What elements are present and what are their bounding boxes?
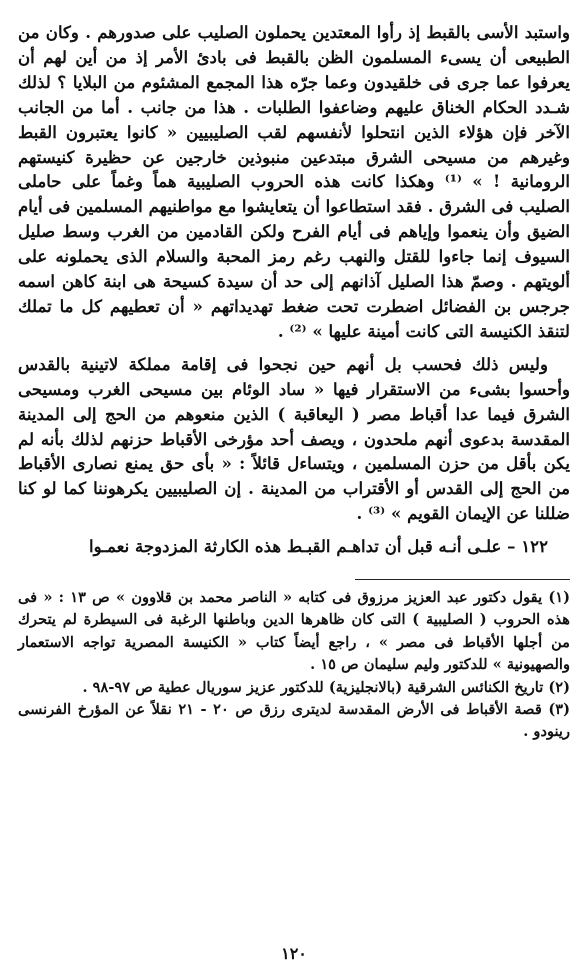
body-paragraph-1: واستبد الأسى بالقبط إذ رأوا المعتدين يحملون الصليب على صدورهم . وكان من الطبيعى أن يسىء المسلمون الظن بالقبط فى بادئ الأمر إذ من أين لهم أن يعرفوا عما جرى فى خلقيدون وعما جرّه هذا المجمع المشئوم من البلايا ؟ لذلك شـدد الحكام الخناق عليهم وضاعفوا الطلبات . هذا من جانب . أما من الجانب الآخر فإن هؤلاء الذين انتحلوا لأنفسهم لقب الصليبيين « كانوا يعتبرون القبط وغيرهم من مسيحى الشرق مبتدعين منبوذين خارجين عن حظيرة كنيستهم الرومانية ! » ⁽¹⁾ وهكذا كانت هذه الحروب الصليبية هماً وغماً على حاملى الصليب فى الشرق . فقد استطاعوا أن يتعايشوا مع مواطنيهم المسلمين فى أيام الضيق وأن ينعموا وإياهم فى أيام الفرح ولكن القادمين من الغرب وسط صليل السيوف إنما جاءوا للقتل والنهب رغم رمز المحبة والسلام الذى يحملونه على ألويتهم . وصمّ هذا الصليل آذانهم إلى حد أن سيدة كسيحة هى ابنة كاهن اسمه جرجس بن الفضائل اضطرت تحت ضغط تهديداتهم « أن تعطيهم كل ما تملك لتنقذ الكنيسة التى كانت أمينة عليها » ⁽²⁾ . xyxy=(18,22,570,341)
page-number: ١٢٠ xyxy=(281,944,307,963)
body-paragraph-2: وليس ذلك فحسب بل أنهم حين نجحوا فى إقامة مملكة لاتينية بالقدس وأحسوا بشىء من الاستقرار فيها « ساد الوئام بين مسيحى الغرب ومسيحى الشرق فيما عدا أقباط مصر ( اليعاقبة ) الذين منعوهم من الحج إلى المدينة المقدسة بدعوى أنهم ملحدون ، ويصف أحد مؤرخى الأقباط حزنهم لذلك بأنه لم يكن بأقل من حزن المسلمين ، ويتساءل قائلاً : « بأى حق يمنع نصارى الأقباط من الحج إلى القدس أو الأقتراب من المدينة . إن الصليبيين يكرهوننا كما لو كنا ضللنا عن الإيمان القويم » ⁽³⁾ . xyxy=(18,353,570,524)
footnote-1: (١) يقول دكتور عبد العزيز مرزوق فى كتابه « الناصر محمد بن قلاوون » ص ١٣ : « فى هذه الحروب ( الصليبية ) التى كان ظاهرها الدين وباطنها الرغبة فى السيطرة لم يتحرك من أجلها الأقباط فى مصر » ، راجع أيضاً كتاب « الكنيسة المصرية تواجه الاستعمار والصهيونية » للدكتور وليم سليمان ص ١٥ . xyxy=(18,589,570,674)
footnote-3: (٣) قصة الأقباط فى الأرض المقدسة لديترى رزق ص ٢٠ - ٢١ نقلاً عن المؤرخ الفرنسى رينودو . xyxy=(18,701,571,741)
body-paragraph-3: ١٢٢ – علـى أنـه قبل أن تداهـم القبـط هذه الكارثة المزدوجة نعمـوا xyxy=(88,536,548,557)
footnote-2: (٢) تاريخ الكنائس الشرقية (بالانجليزية) للدكتور عزيز سوريال عطية ص ٩٧-٩٨ . xyxy=(82,678,570,696)
footnotes xyxy=(18,587,570,744)
footnote-divider xyxy=(355,579,570,580)
book-page xyxy=(18,20,570,965)
